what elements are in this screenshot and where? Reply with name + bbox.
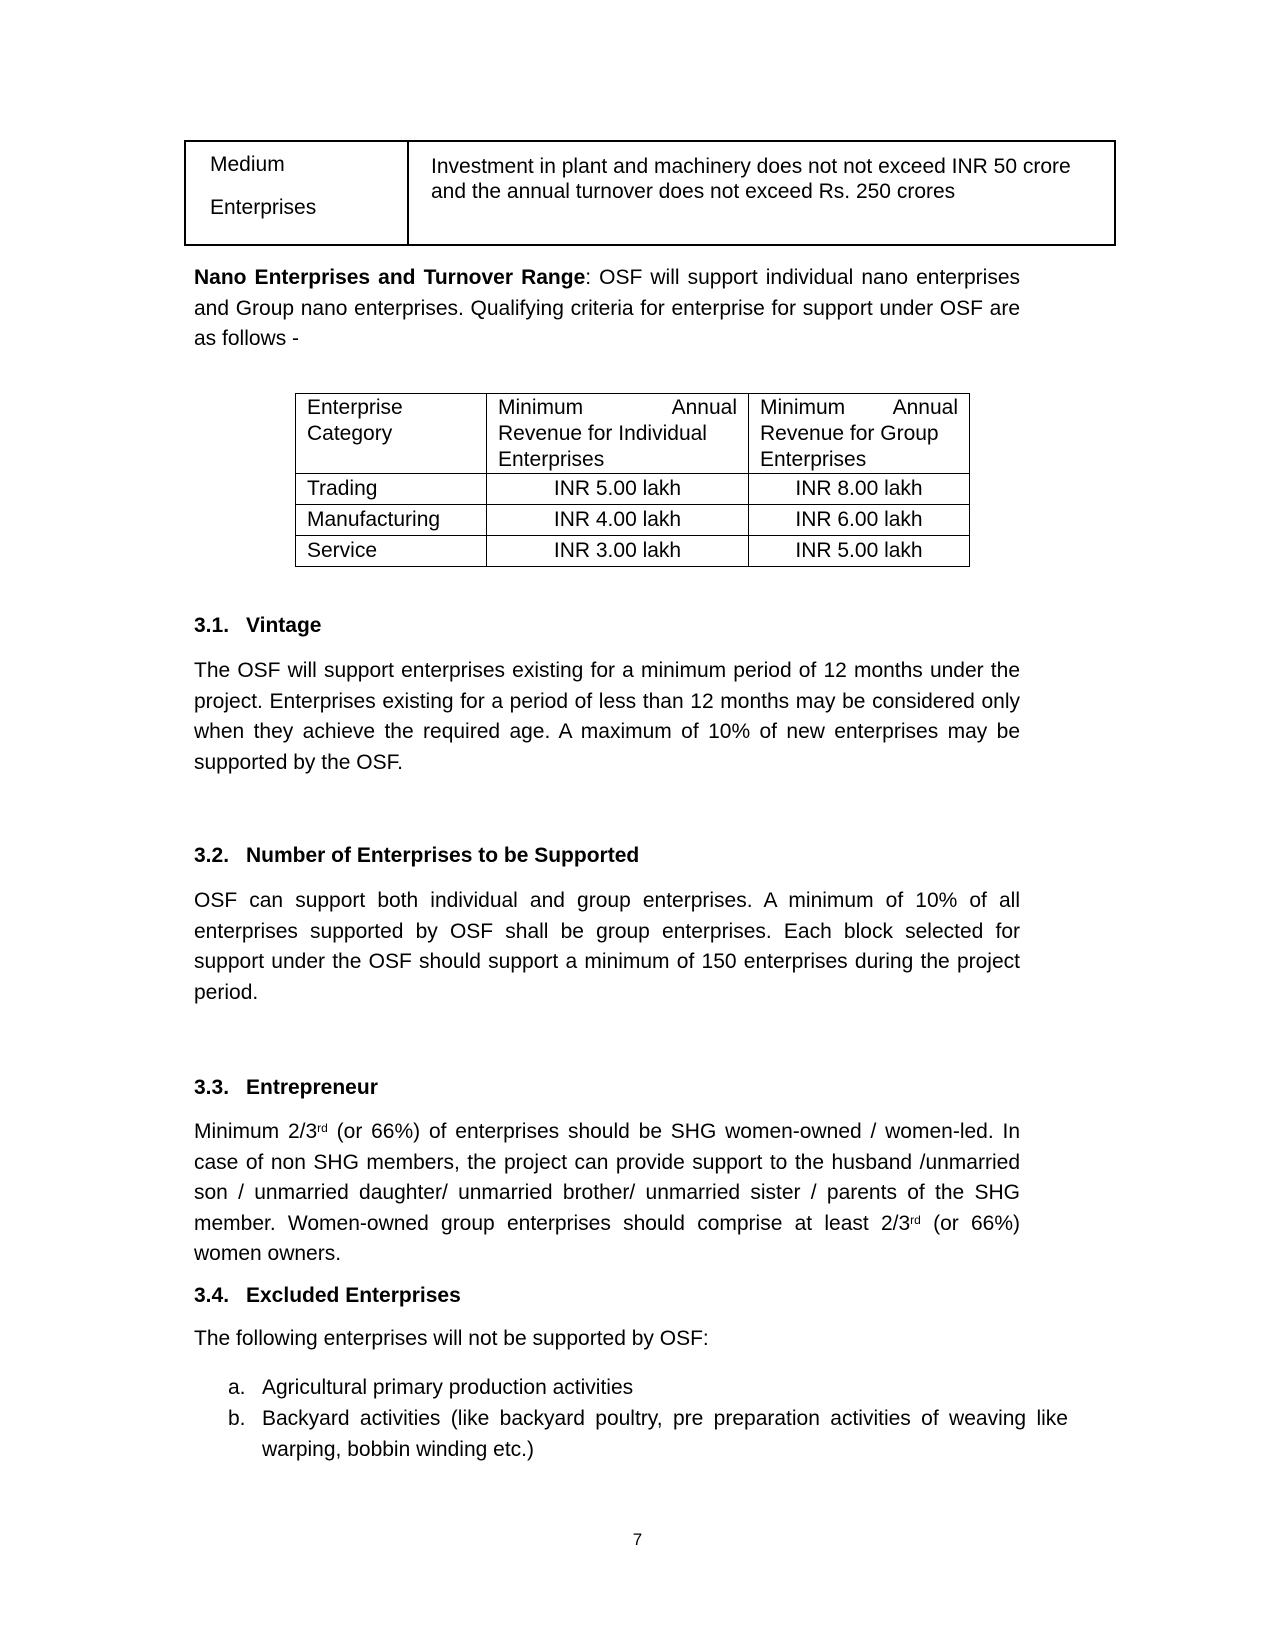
list-item-text: Backyard activities (like backyard poultry, pre preparation activities of weaving like warping, bobbin winding etc.) bbox=[262, 1407, 1068, 1461]
list-item bbox=[228, 1372, 1068, 1403]
section-heading-excluded-enterprises bbox=[194, 1283, 461, 1309]
table-row bbox=[296, 474, 970, 505]
entrepreneur-paragraph bbox=[194, 1117, 1020, 1270]
section-heading-number-of-enterprises bbox=[194, 843, 639, 869]
table-row bbox=[296, 505, 970, 536]
row-group: INR 5.00 lakh bbox=[749, 536, 970, 567]
section-title: Number of Enterprises to be Supported bbox=[246, 844, 640, 867]
section-number: 3.2. bbox=[194, 844, 230, 867]
header-word: Minimum bbox=[760, 396, 846, 419]
section-heading-vintage bbox=[194, 613, 321, 639]
row-category: Manufacturing bbox=[296, 505, 487, 536]
nano-intro-text: : OSF will support individual nano enterprises and Group nano enterprises. Qualifying criteria for enterprise for support under OSF are as follows - bbox=[194, 266, 1020, 350]
page-number: 7 bbox=[632, 1530, 643, 1549]
row-category: Service bbox=[296, 536, 487, 567]
table-row bbox=[296, 536, 970, 567]
header-word: Annual bbox=[671, 396, 737, 419]
vintage-paragraph: The OSF will support enterprises existing for a minimum period of 12 months under the project. Enterprises existing for a period of less than 12 months may be considered only when they achieve the required age. A maximum of 10% of new enterprises may be supported by the OSF. bbox=[194, 659, 1020, 774]
list-marker: a. bbox=[228, 1376, 246, 1399]
row-category: Trading bbox=[296, 474, 487, 505]
row-individual: INR 4.00 lakh bbox=[487, 505, 749, 536]
header-word: Minimum bbox=[498, 396, 584, 419]
table-header-row bbox=[296, 394, 970, 474]
nano-intro-title: Nano Enterprises and Turnover Range bbox=[194, 266, 586, 289]
header-individual bbox=[487, 394, 749, 474]
text-run: (or 66%) of enterprises should be SHG women-owned / women-led. In case of non SHG members, the project can provide support to the husband /unmarried son / unmarried daughter/ unmarried brother/ unmarried sister / parents of the SHG member. Women-owned group enterprises should comprise at least 2/3 bbox=[194, 1120, 1020, 1235]
number-of-enterprises-paragraph: OSF can support both individual and group enterprises. A minimum of 10% of all enterprises supported by OSF shall be group enterprises. Each block selected for support under the OSF should support a minimum of 150 enterprises during the project period. bbox=[194, 889, 1020, 1004]
superscript: rd bbox=[910, 1212, 921, 1227]
section-title: Vintage bbox=[246, 614, 322, 637]
header-category: Enterprise Category bbox=[296, 394, 487, 474]
section-number: 3.1. bbox=[194, 614, 230, 637]
list-item-text: Agricultural primary production activities bbox=[262, 1376, 634, 1399]
section-title: Excluded Enterprises bbox=[246, 1284, 461, 1307]
nano-intro-paragraph bbox=[194, 263, 1020, 355]
row-individual: INR 3.00 lakh bbox=[487, 536, 749, 567]
list-marker: b. bbox=[228, 1407, 246, 1430]
category-line: Medium bbox=[210, 153, 285, 176]
header-word: Annual bbox=[892, 396, 958, 419]
nano-criteria-table bbox=[295, 393, 970, 567]
excluded-intro: The following enterprises will not be supported by OSF: bbox=[194, 1327, 709, 1350]
superscript: rd bbox=[317, 1121, 328, 1135]
section-number: 3.4. bbox=[194, 1284, 230, 1307]
header-text: Revenue for Individual Enterprises bbox=[498, 422, 707, 471]
text-run: (or 66%) women owners. bbox=[194, 1211, 1021, 1265]
section-title: Entrepreneur bbox=[246, 1076, 378, 1099]
enterprise-category-cell bbox=[185, 141, 408, 245]
header-text: Revenue for Group Enterprises bbox=[760, 422, 939, 471]
table-row bbox=[185, 141, 1115, 245]
row-group: INR 8.00 lakh bbox=[749, 474, 970, 505]
section-heading-entrepreneur bbox=[194, 1075, 378, 1101]
row-individual: INR 5.00 lakh bbox=[487, 474, 749, 505]
section-number: 3.3. bbox=[194, 1076, 230, 1099]
category-line: Enterprises bbox=[210, 196, 317, 219]
list-item bbox=[228, 1403, 1068, 1465]
text-run: Minimum 2/3 bbox=[194, 1120, 318, 1143]
header-group bbox=[749, 394, 970, 474]
excluded-list bbox=[228, 1372, 1068, 1465]
enterprise-criteria-cell: Investment in plant and machinery does not not exceed INR 50 crore and the annual turnover does not exceed Rs. 250 crores bbox=[408, 141, 1115, 245]
medium-enterprise-table bbox=[184, 140, 1116, 246]
row-group: INR 6.00 lakh bbox=[749, 505, 970, 536]
